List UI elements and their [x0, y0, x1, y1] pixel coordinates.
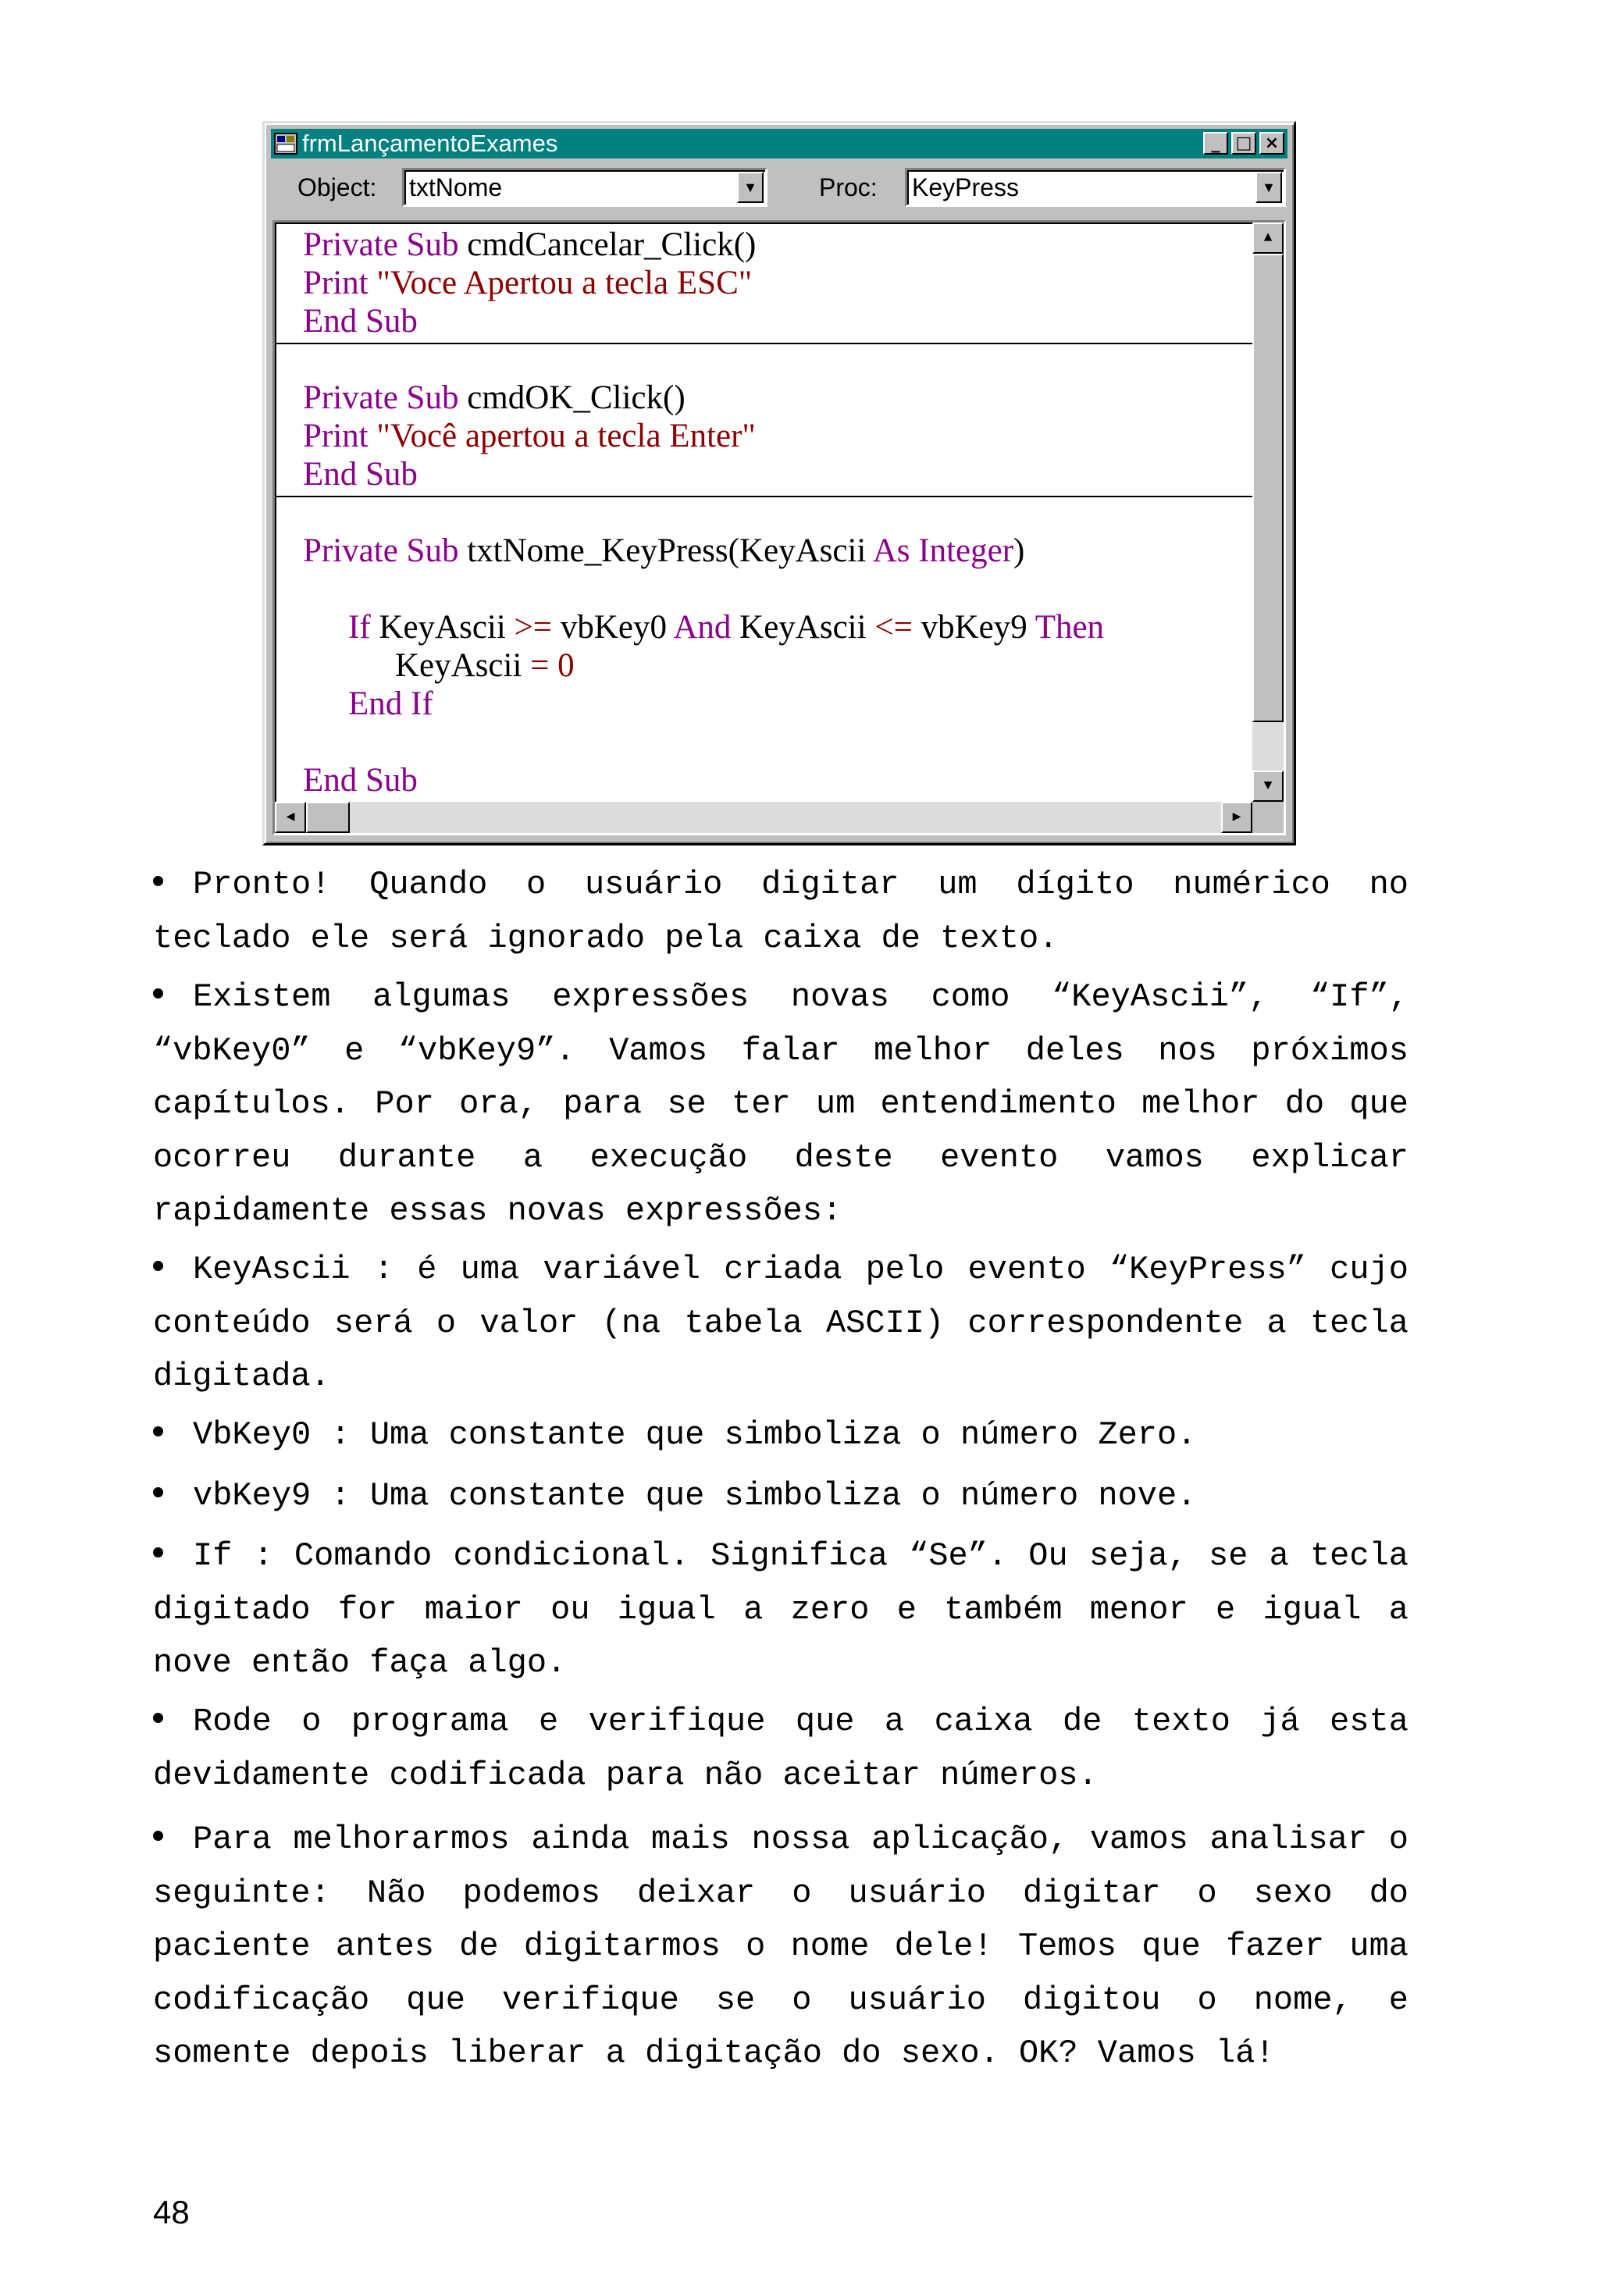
proc-label: Proc: [819, 173, 878, 201]
bullet-paragraph: VbKey0 : Uma constante que simboliza o número Zero. [153, 1408, 1408, 1462]
resize-grip-icon[interactable] [1252, 802, 1284, 833]
procedure-separator [275, 496, 1260, 497]
bullet-icon [153, 1547, 163, 1557]
code-line: If KeyAscii >= vbKey0 And KeyAscii <= vbKey9 Then [348, 609, 1105, 646]
chevron-down-icon[interactable]: ▼ [737, 172, 764, 203]
code-line: End If [348, 685, 433, 722]
code-line: Print "Voce Apertou a tecla ESC" [303, 265, 753, 301]
scroll-down-icon[interactable]: ▼ [1252, 771, 1284, 802]
scroll-up-icon[interactable]: ▲ [1252, 222, 1284, 254]
window-titlebar[interactable] [271, 129, 1287, 158]
vertical-scrollbar[interactable] [1252, 222, 1284, 802]
bullet-icon [153, 876, 163, 886]
bullet-paragraph: Existem algumas expressões novas como “KeyAscii”, “If”, “vbKey0” e “vbKey9”. Vamos falar melhor deles nos próximos capítulos. Por ora, para se ter um entendimento melhor do que ocorreu durante a execução deste evento vamos explicar rapidamente essas novas expressões: [153, 978, 1408, 1230]
bullet-icon [153, 1487, 163, 1497]
bullet-icon [153, 1261, 163, 1271]
proc-value: KeyPress [912, 173, 1019, 201]
chevron-down-icon[interactable]: ▼ [1255, 172, 1282, 203]
scroll-left-icon[interactable]: ◀ [275, 802, 306, 833]
code-line: KeyAscii = 0 [395, 647, 575, 684]
object-label: Object: [297, 173, 377, 201]
horizontal-scroll-thumb[interactable] [306, 802, 350, 833]
vertical-scroll-thumb[interactable] [1252, 254, 1284, 722]
code-window [262, 121, 1296, 845]
code-editor[interactable] [272, 220, 1286, 835]
horizontal-scrollbar[interactable] [275, 802, 1252, 833]
bullet-paragraph: KeyAscii : é uma variável criada pelo evento “KeyPress” cujo conteúdo será o valor (na tabela ASCII) correspondente a tecla digitada. [153, 1251, 1408, 1395]
code-line: Private Sub cmdOK_Click() [303, 379, 686, 416]
bullet-paragraph: vbKey9 : Uma constante que simboliza o número nove. [153, 1469, 1408, 1523]
form-icon [274, 133, 297, 155]
page-number: 48 [153, 2194, 190, 2230]
code-line: Private Sub txtNome_KeyPress(KeyAscii As Integer) [303, 532, 1025, 569]
procedure-separator [275, 343, 1260, 344]
proc-combo[interactable] [905, 168, 1286, 207]
code-line: Print "Você apertou a tecla Enter" [303, 418, 756, 454]
object-combo[interactable] [402, 168, 767, 207]
bullet-paragraph: If : Comando condicional. Significa “Se”. Ou seja, se a tecla digitado for maior ou igual a zero e também menor e igual a nove então faça algo. [153, 1537, 1408, 1682]
bullet-paragraph: Pronto! Quando o usuário digitar um dígito numérico no teclado ele será ignorado pela caixa de texto. [153, 866, 1408, 957]
code-line: End Sub [303, 456, 418, 493]
bullet-icon [153, 1831, 163, 1841]
object-value: txtNome [409, 173, 503, 201]
scroll-right-icon[interactable]: ▶ [1221, 802, 1252, 833]
bullet-icon [153, 1713, 163, 1723]
bullet-paragraph: Rode o programa e verifique que a caixa de texto já esta devidamente codificada para não aceitar números. [153, 1703, 1408, 1794]
maximize-button[interactable]: □ [1231, 132, 1256, 155]
code-line: End Sub [303, 762, 418, 799]
bullet-paragraph: Para melhorarmos ainda mais nossa aplicação, vamos analisar o seguinte: Não podemos deixar o usuário digitar o sexo do paciente antes de digitarmos o nome dele! Temos que fazer uma codificação que verifique se o usuário digitou o nome, e somente depois liberar a digitação do sexo. OK? Vamos lá! [153, 1821, 1408, 2072]
close-button[interactable]: × [1259, 132, 1284, 155]
code-line: Private Sub cmdCancelar_Click() [303, 226, 757, 263]
bullet-icon [153, 988, 163, 998]
window-title: frmLançamentoExames [302, 130, 558, 157]
bullet-icon [153, 1426, 163, 1436]
code-line: End Sub [303, 303, 418, 340]
minimize-button[interactable]: _ [1203, 132, 1228, 155]
